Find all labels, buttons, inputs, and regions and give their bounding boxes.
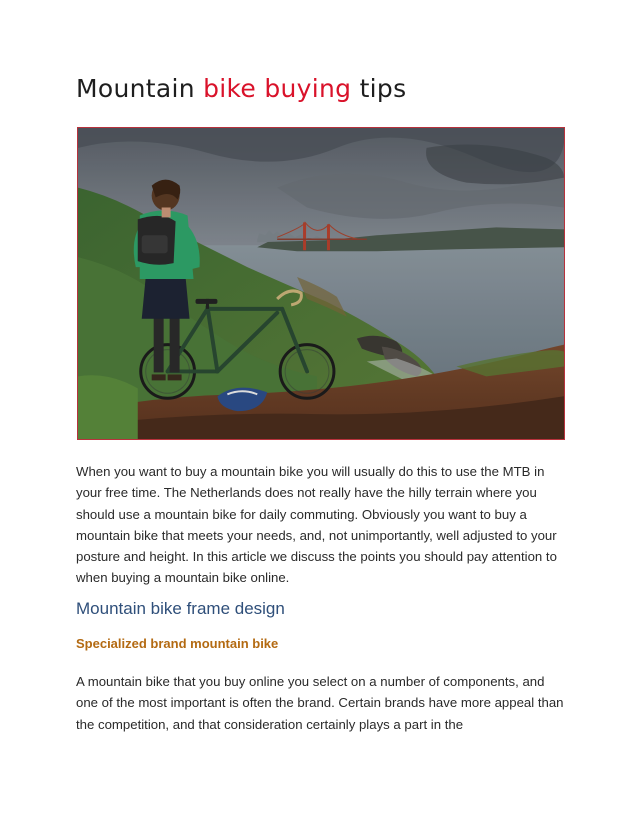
brand-paragraph: A mountain bike that you buy online you select on a number of components, and one of the most important is often the brand. Certain brands have more appeal than the competition, and that consideration certainly plays a part in the <box>76 674 564 732</box>
title-part-2: tips <box>351 74 407 103</box>
page-title <box>76 74 406 103</box>
title-accent: bike buying <box>203 74 352 103</box>
intro-paragraph: When you want to buy a mountain bike you will usually do this to use the MTB in your free time. The Netherlands does not really have the hilly terrain where you should use a mountain bike for daily commuting. Obviously you want to buy a mountain bike that meets your needs, and, not unimportantly, well adjusted to your posture and height. In this article we discuss the points you should pay attention to when buying a mountain bike online. <box>76 464 557 586</box>
hero-photo-cyclist-coastline <box>77 127 565 440</box>
title-part-1: Mountain <box>76 74 204 103</box>
subsection-heading: Specialized brand mountain bike <box>76 636 279 651</box>
section-heading: Mountain bike frame design <box>76 599 285 618</box>
hero-photo-illustration <box>78 128 564 439</box>
